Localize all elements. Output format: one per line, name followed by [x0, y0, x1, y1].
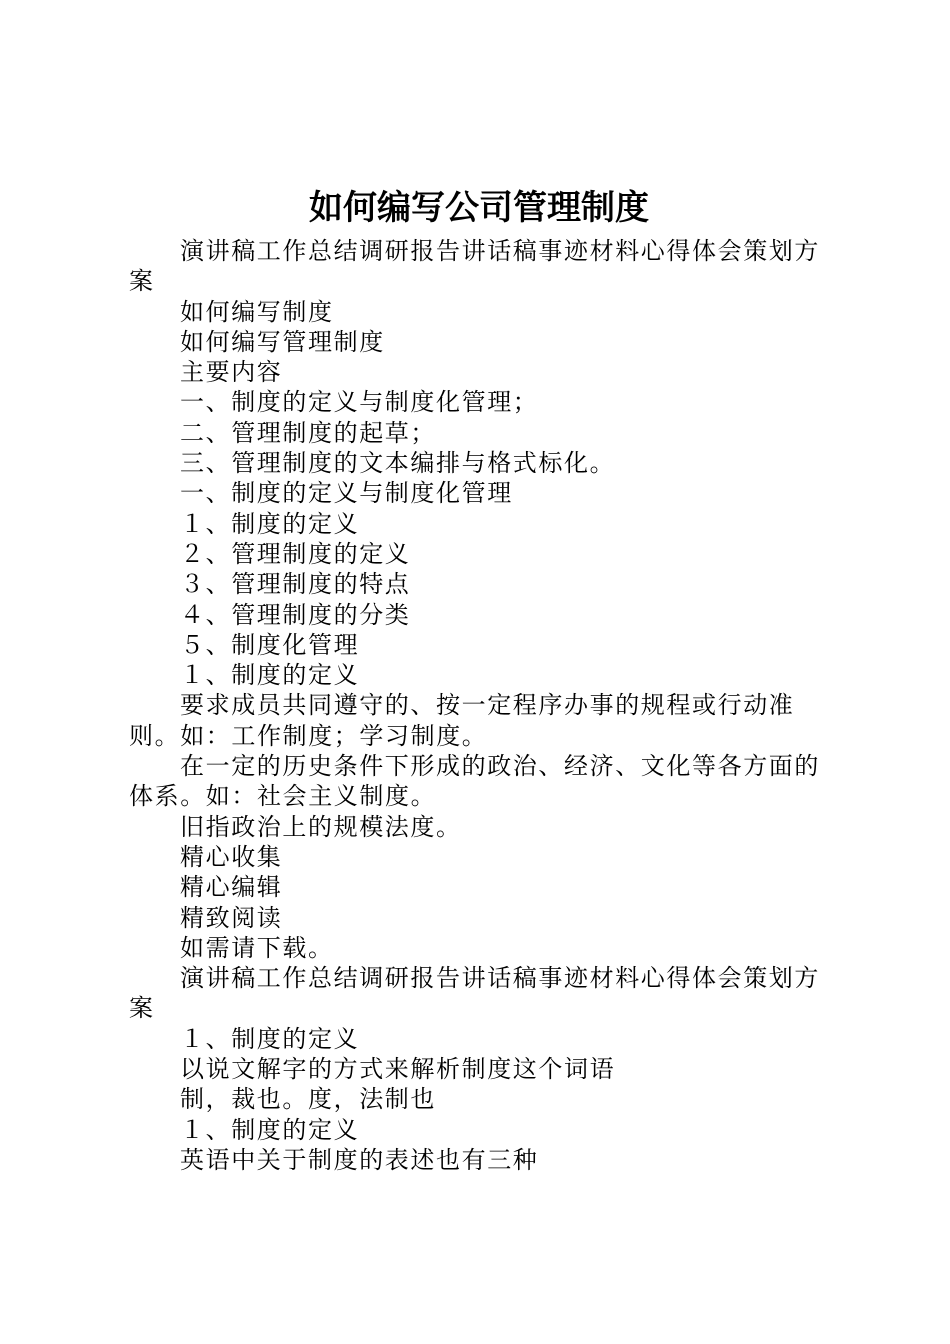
paragraph: 主要内容 — [180, 358, 283, 387]
paragraph: 一、制度的定义与制度化管理 — [180, 479, 513, 508]
paragraph: 二、管理制度的起草； — [180, 418, 436, 447]
paragraph: ５、制度化管理 — [180, 630, 360, 659]
paragraph: 在一定的历史条件下形成的政治、经济、文化等各方面的体系。如：社会主义制度。 — [129, 752, 820, 811]
document-title: 如何编写公司管理制度 — [309, 188, 649, 228]
paragraph: 精心编辑 — [180, 873, 283, 902]
paragraph: 如何编写制度 — [180, 297, 334, 326]
paragraph: 以说文解字的方式来解析制度这个词语 — [180, 1055, 616, 1084]
paragraph: ４、管理制度的分类 — [180, 600, 411, 629]
paragraph: 三、管理制度的文本编排与格式标化。 — [180, 449, 616, 478]
paragraph: 英语中关于制度的表述也有三种 — [180, 1145, 539, 1174]
paragraph: 精心收集 — [180, 842, 283, 871]
paragraph: 一、制度的定义与制度化管理； — [180, 388, 539, 417]
paragraph: ３、管理制度的特点 — [180, 570, 411, 599]
paragraph: 制，裁也。度，法制也 — [180, 1085, 436, 1114]
document-body — [129, 236, 839, 1175]
paragraph: 如何编写管理制度 — [180, 327, 385, 356]
paragraph: １、制度的定义 — [180, 1115, 360, 1144]
paragraph: 演讲稿工作总结调研报告讲话稿事迹材料心得体会策划方案 — [129, 237, 820, 296]
paragraph: 演讲稿工作总结调研报告讲话稿事迹材料心得体会策划方案 — [129, 964, 820, 1023]
paragraph: 精致阅读 — [180, 903, 283, 932]
paragraph: 旧指政治上的规模法度。 — [180, 812, 462, 841]
paragraph: １、制度的定义 — [180, 1024, 360, 1053]
paragraph: １、制度的定义 — [180, 509, 360, 538]
paragraph: ２、管理制度的定义 — [180, 539, 411, 568]
paragraph: 要求成员共同遵守的、按一定程序办事的规程或行动准则。如：工作制度；学习制度。 — [129, 691, 795, 750]
paragraph: 如需请下载。 — [180, 933, 334, 962]
paragraph: １、制度的定义 — [180, 661, 360, 690]
